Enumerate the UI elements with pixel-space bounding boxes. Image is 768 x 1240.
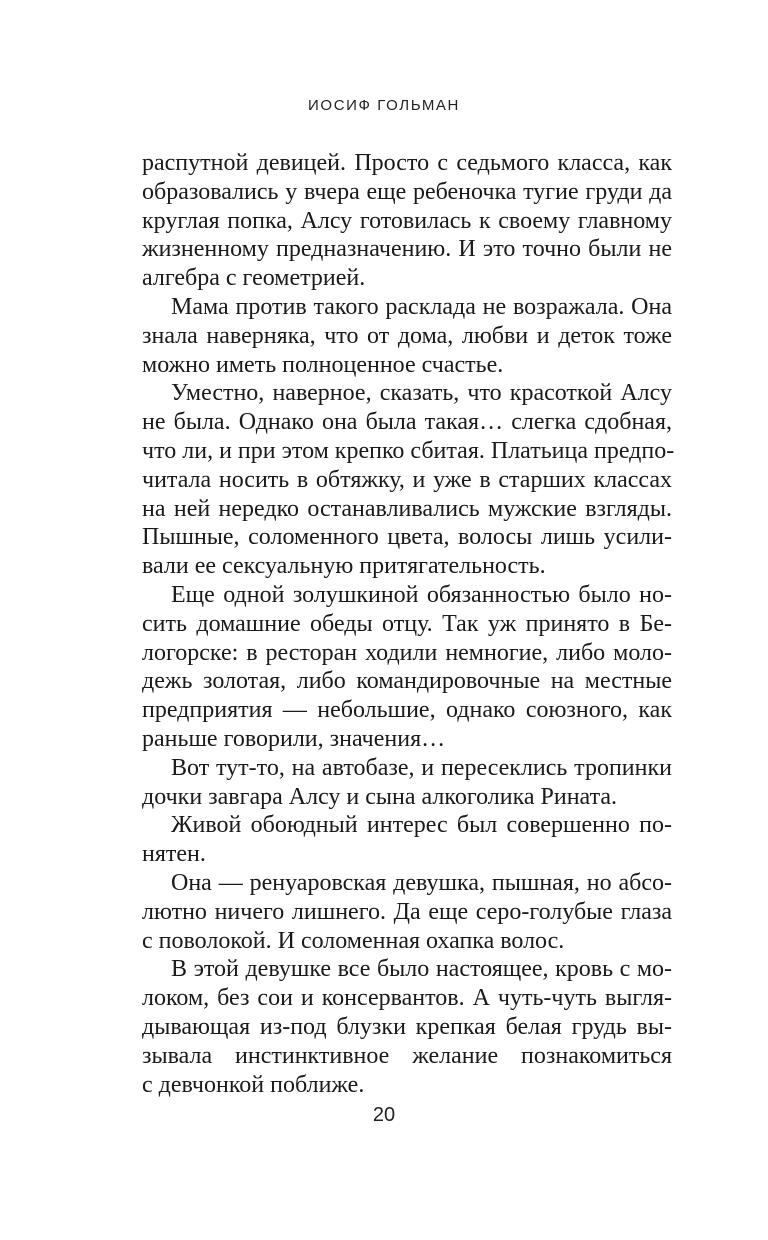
page-number: 20 xyxy=(372,1104,396,1126)
text-line: нятен. xyxy=(142,841,206,868)
paragraph xyxy=(142,581,672,754)
text-line: на ней нередко останавливались мужские взгляды. xyxy=(142,495,672,522)
text-line: зывала инстинктивное желание познакомиться xyxy=(142,1042,672,1069)
text-line: распутной девицей. Просто с седьмого класса, как xyxy=(142,150,672,176)
text-line: локом, без сои и консервантов. А чуть-чуть выгля- xyxy=(142,985,672,1012)
text-line: Уместно, наверное, сказать, что красоткой Алсу xyxy=(171,380,672,407)
text-line: знала наверняка, что от дома, любви и деток тоже xyxy=(142,322,672,349)
text-line: дежь золотая, либо командировочные на местные xyxy=(142,668,672,695)
text-line: Живой обоюдный интерес был совершенно по- xyxy=(171,812,672,839)
text-line: можно иметь полноценное счастье. xyxy=(142,351,504,378)
text-line: Еще одной золушкиной обязанностью было но- xyxy=(171,581,672,608)
text-line: с поволокой. И соломенная охапка волос. xyxy=(142,927,565,954)
text-line: В этой девушке все было настоящее, кровь с мо- xyxy=(171,956,672,983)
paragraph xyxy=(142,149,672,293)
text-line: лютно ничего лишнего. Да еще серо-голубые глаза xyxy=(142,898,672,925)
text-line: вали ее сексуальную притягательность. xyxy=(142,553,546,580)
text-line: Мама против такого расклада не возражала. Она xyxy=(171,293,672,320)
text-line: жизненному предназначению. И это точно были не xyxy=(142,236,672,263)
text-line: образовались у вчера еще ребеночка тугие груди да xyxy=(142,178,672,205)
text-line: раньше говорили, значения… xyxy=(142,725,446,752)
body-text xyxy=(142,149,675,1099)
text-line: дывающая из-под блузки крепкая белая грудь вы- xyxy=(142,1013,672,1040)
running-head: ИОСИФ ГОЛЬМАН xyxy=(308,97,460,114)
text-line: дочки завгара Алсу и сына алкоголика Рината. xyxy=(142,783,618,810)
paragraph xyxy=(142,811,672,869)
text-line: Вот тут-то, на автобазе, и пересеклись тропинки xyxy=(171,754,672,781)
text-line: Пышные, соломенного цвета, волосы лишь усили- xyxy=(142,524,672,551)
paragraph xyxy=(142,869,672,955)
text-line: предприятия — небольшие, однако союзного, как xyxy=(142,697,672,724)
paragraph xyxy=(142,293,672,379)
text-line: не была. Однако она была такая… слегка сдобная, xyxy=(142,409,672,436)
paragraph xyxy=(142,955,672,1099)
text-line: логорске: в ресторан ходили немногие, либо моло- xyxy=(142,639,672,666)
paragraph xyxy=(142,379,675,581)
text-line: с девчонкой поближе. xyxy=(142,1071,365,1098)
text-line: алгебра с геометрией. xyxy=(142,265,366,292)
text-line: круглая попка, Алсу готовилась к своему главному xyxy=(142,207,672,234)
text-line: читала носить в обтяжку, и уже в старших классах xyxy=(142,466,672,493)
text-line: Она — ренуаровская девушка, пышная, но абсо- xyxy=(171,869,672,896)
text-line: сить домашние обеды отцу. Так уж принято в Бе- xyxy=(142,610,672,637)
paragraph xyxy=(142,754,672,812)
text-line: что ли, и при этом крепко сбитая. Платьица предпо- xyxy=(142,437,675,464)
